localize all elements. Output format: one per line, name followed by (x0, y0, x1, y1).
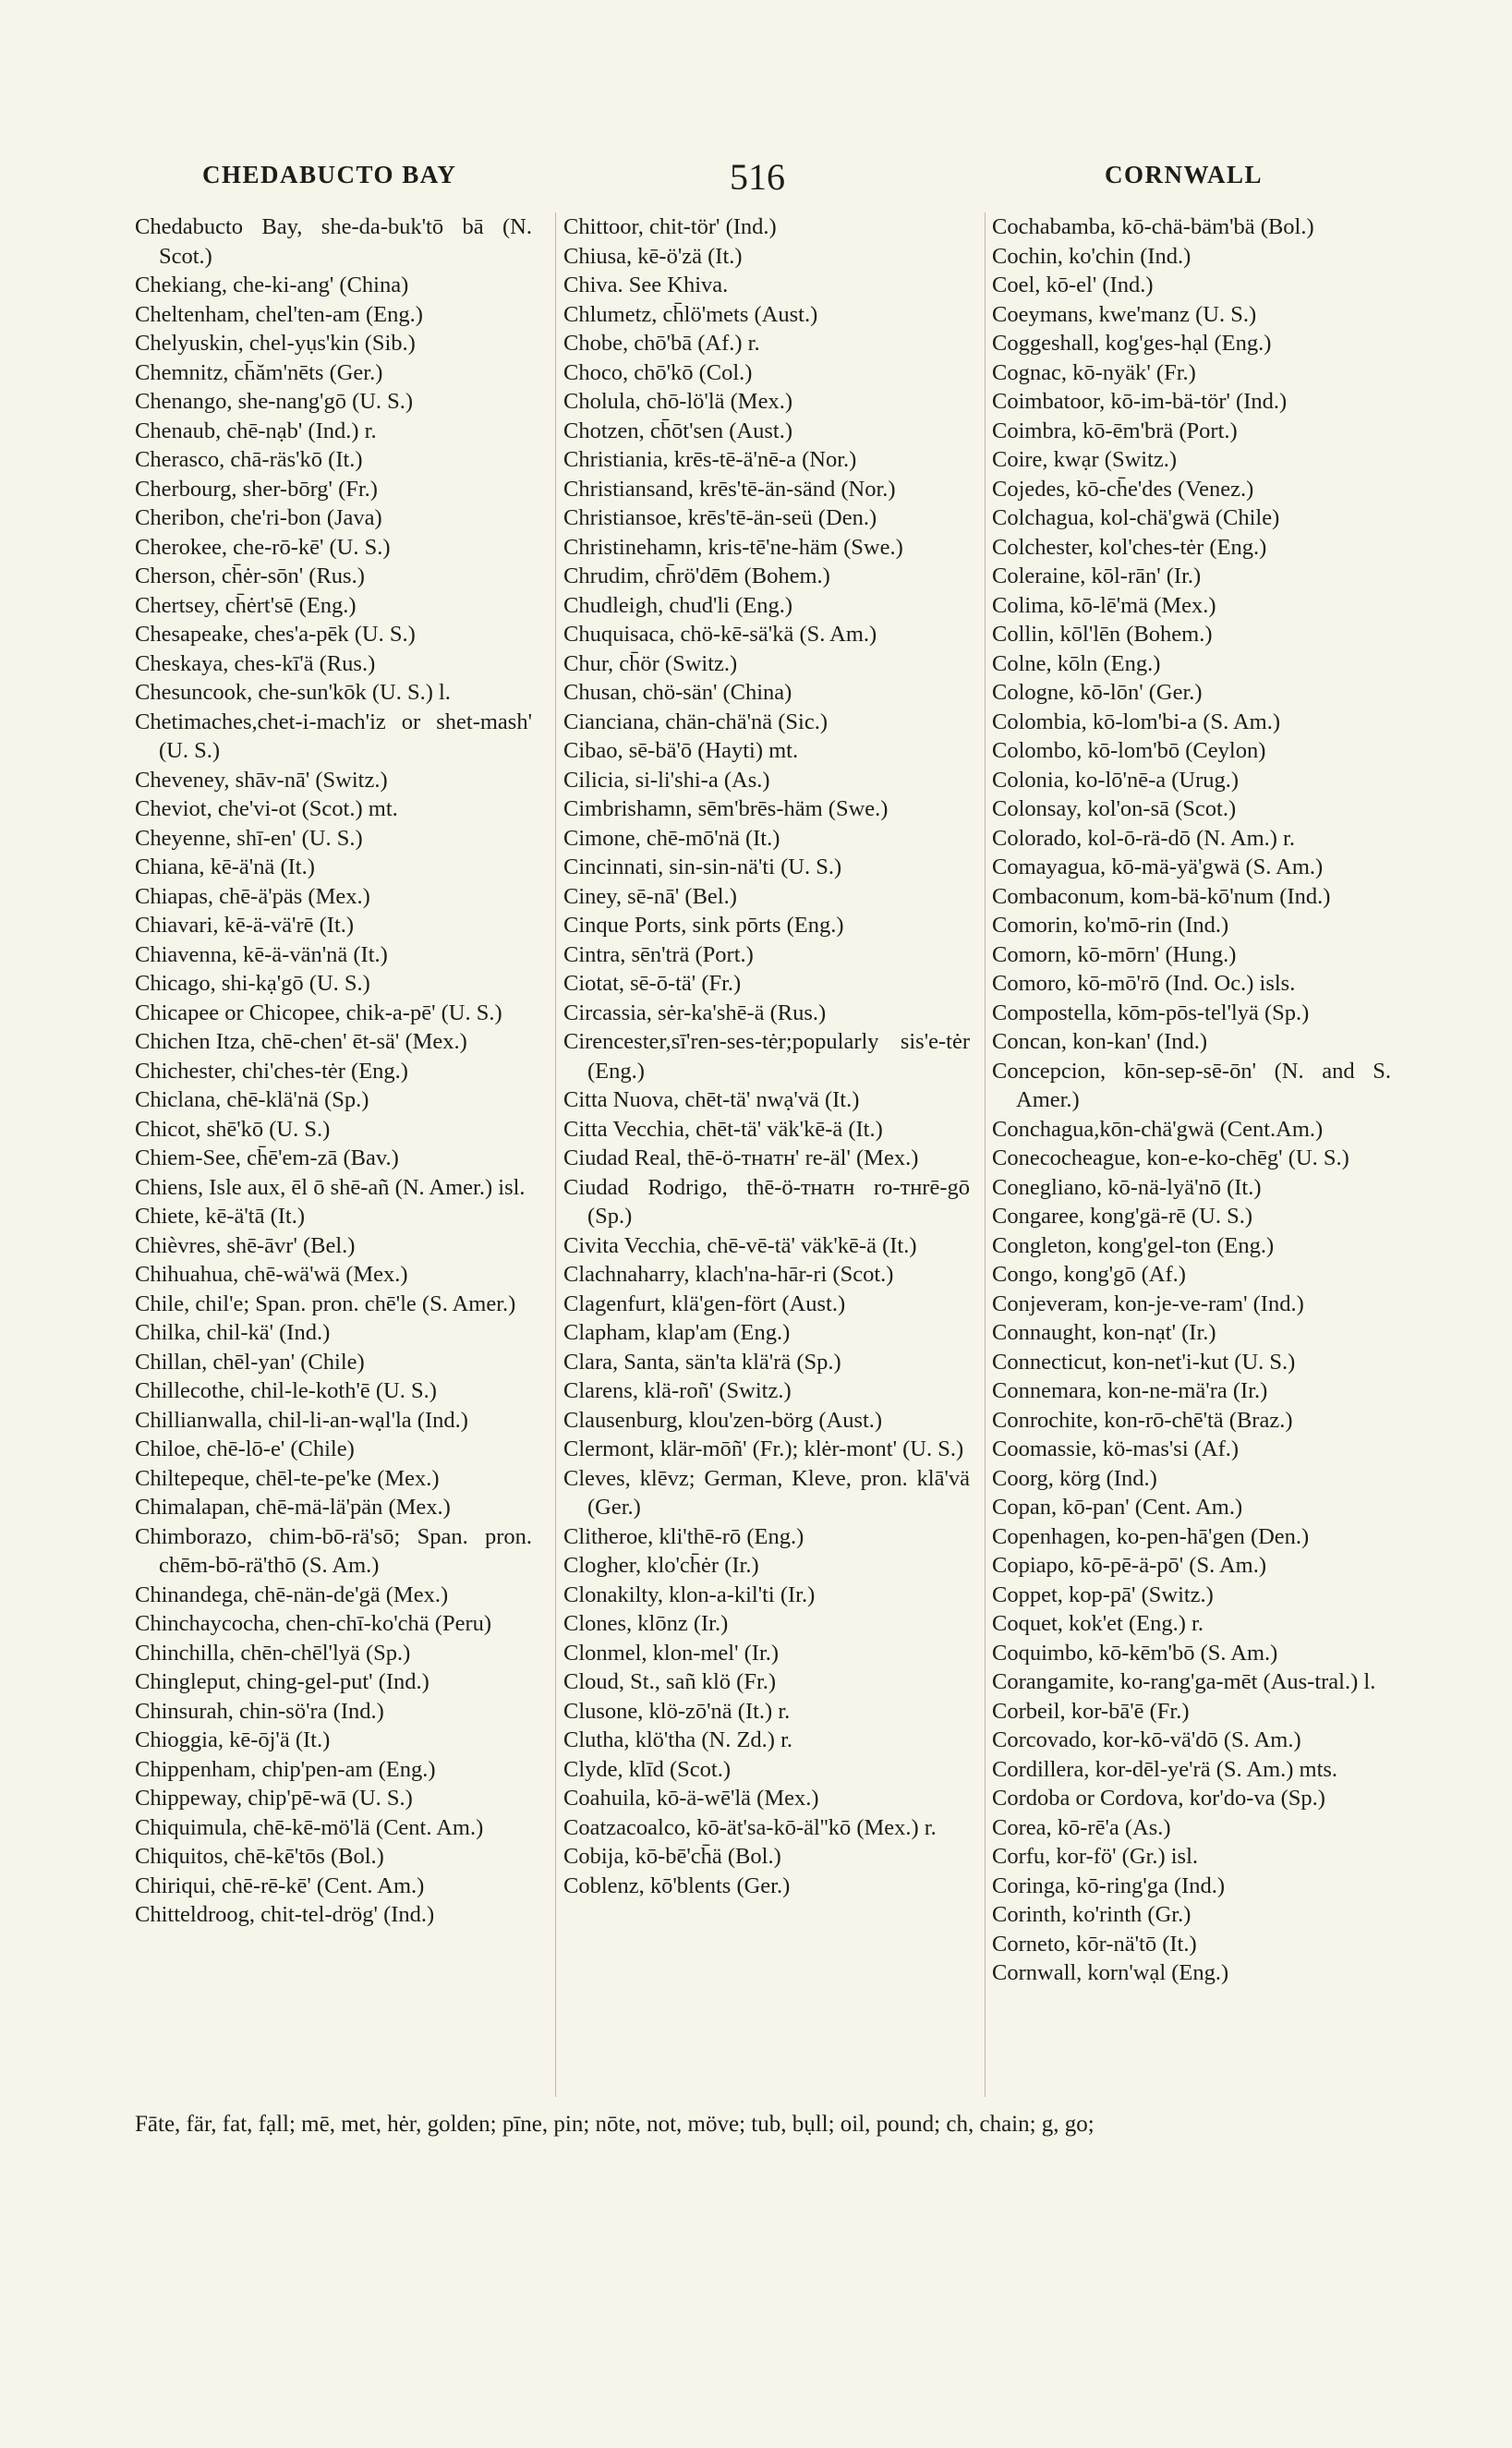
gazetteer-entry: Coggeshall, kog'ges-hạl (Eng.) (992, 331, 1272, 356)
gazetteer-entry: Clarens, klä-roñ' (Switz.) (563, 1378, 792, 1403)
gazetteer-entry: Cirencester,sī'ren-ses-tėr;popularly sis'e-tėr (Eng.) (563, 1029, 970, 1084)
gazetteer-entry: Chinchaycocha, chen-chī-ko'chä (Peru) (135, 1611, 492, 1636)
gazetteer-entry: Corneto, kōr-nä'tō (It.) (992, 1931, 1197, 1957)
gazetteer-entry: Circassia, sėr-ka'shē-ä (Rus.) (563, 1000, 827, 1025)
gazetteer-entry: Ciotat, sē-ō-tä' (Fr.) (563, 971, 742, 996)
gazetteer-entry: Chicot, shē'kō (U. S.) (135, 1116, 331, 1142)
gazetteer-entry: Cloud, St., sañ klö (Fr.) (563, 1669, 777, 1694)
gazetteer-entry: Cibao, sē-bä'ō (Hayti) mt. (563, 738, 799, 763)
gazetteer-entry: Corcovado, kor-kō-vä'dō (S. Am.) (992, 1727, 1301, 1752)
gazetteer-entry: Chillianwalla, chil-li-an-wạl'la (Ind.) (135, 1407, 468, 1433)
gazetteer-entry: Chudleigh, chud'li (Eng.) (563, 592, 793, 618)
gazetteer-entry: Clonmel, klon-mel' (Ir.) (563, 1640, 780, 1666)
gazetteer-entry: Chittoor, chit-tör' (Ind.) (563, 214, 777, 239)
gazetteer-entry: Cheltenham, chel'ten-am (Eng.) (135, 301, 423, 327)
gazetteer-entry: Chertsey, ch̄ėrt'sē (Eng.) (135, 592, 357, 618)
gazetteer-entry: Coringa, kō-ring'ga (Ind.) (992, 1872, 1226, 1898)
gazetteer-entry: Ciney, sē-nā' (Bel.) (563, 883, 737, 909)
gazetteer-entry: Clausenburg, klou'zen-börg (Aust.) (563, 1407, 883, 1433)
gazetteer-entry: Corangamite, ko-rang'ga-mēt (Aus-tral.) l. (992, 1669, 1376, 1694)
gazetteer-entry: Conchagua,kōn-chä'gwä (Cent.Am.) (992, 1116, 1324, 1142)
gazetteer-entry: Chiapas, chē-ä'päs (Mex.) (135, 883, 370, 909)
gazetteer-entry: Chinandega, chē-nän-de'gä (Mex.) (135, 1582, 449, 1607)
gazetteer-entry: Christinehamn, kris-tē'ne-häm (Swe.) (563, 534, 903, 560)
gazetteer-entry: Chusan, chö-sän' (China) (563, 680, 792, 705)
running-head-right: CORNWALL (1105, 161, 1264, 188)
gazetteer-entry: Coahuila, kō-ä-wē'lä (Mex.) (563, 1786, 819, 1811)
gazetteer-entry: Clones, klōnz (Ir.) (563, 1611, 729, 1636)
gazetteer-entry: Colombo, kō-lom'bō (Ceylon) (992, 738, 1266, 763)
gazetteer-entry: Chichen Itza, chē-chen' ēt-sä' (Mex.) (135, 1029, 467, 1054)
gazetteer-entry: Combaconum, kom-bä-kō'num (Ind.) (992, 883, 1331, 909)
gazetteer-entry: Connecticut, kon-net'i-kut (U. S.) (992, 1349, 1296, 1375)
gazetteer-entry: Chiltepeque, chēl-te-pe'ke (Mex.) (135, 1465, 440, 1491)
gazetteer-entry: Chur, ch̄ör (Switz.) (563, 650, 738, 676)
gazetteer-entry: Cherokee, che-rō-kē' (U. S.) (135, 534, 391, 560)
gazetteer-entry: Christiansand, krēs'tē-än-sänd (Nor.) (563, 476, 896, 502)
gazetteer-entry: Chemnitz, ch̄ăm'nēts (Ger.) (135, 359, 383, 385)
gazetteer-entry: Coel, kō-el' (Ind.) (992, 273, 1154, 297)
gazetteer-entry: Chile, chil'e; Span. pron. chē'le (S. Amer.) (135, 1291, 516, 1316)
gazetteer-entry: Coppet, kop-pā' (Switz.) (992, 1582, 1214, 1607)
gazetteer-entry: Ciudad Rodrigo, thē-ö-ᴛʜaᴛʜ ro-ᴛʜrē-gō (Sp.) (563, 1174, 970, 1229)
gazetteer-entry: Compostella, kōm-pōs-tel'lyä (Sp.) (992, 1000, 1310, 1025)
gazetteer-entry: Cherasco, chā-räs'kō (It.) (135, 447, 363, 472)
gazetteer-entry: Clutha, klö'tha (N. Zd.) r. (563, 1727, 793, 1752)
gazetteer-entry: Chlumetz, ch̄lö'mets (Aust.) (563, 301, 818, 327)
gazetteer-entry: Colchagua, kol-chä'gwä (Chile) (992, 505, 1280, 530)
gazetteer-entry: Cordillera, kor-dēl-ye'rä (S. Am.) mts. (992, 1756, 1338, 1782)
gazetteer-entry: Comayagua, kō-mä-yä'gwä (S. Am.) (992, 854, 1324, 879)
gazetteer-entry: Christiansoe, krēs'tē-än-seü (Den.) (563, 505, 877, 530)
gazetteer-entry: Conjeveram, kon-je-ve-ram' (Ind.) (992, 1291, 1304, 1316)
column-2 (563, 212, 970, 1900)
gazetteer-entry: Chingleput, ching-gel-put' (Ind.) (135, 1669, 429, 1694)
gazetteer-entry: Cincinnati, sin-sin-nä'ti (U. S.) (563, 854, 842, 879)
gazetteer-entry: Cordoba or Cordova, kor'do-va (Sp.) (992, 1786, 1325, 1811)
pronunciation-key-footer: Fāte, fär, fat, fạll; mē, met, hėr, golden; pīne, pin; nōte, not, möve; tub, bụll; oil, pound; ch, chain; g, go; (135, 2112, 1095, 2137)
gazetteer-entry: Coire, kwạr (Switz.) (992, 447, 1178, 472)
gazetteer-entry: Cheviot, che'vi-ot (Scot.) mt. (135, 796, 398, 821)
gazetteer-entry: Colombia, kō-lom'bi-a (S. Am.) (992, 709, 1281, 734)
gazetteer-entry: Coatzacoalco, kō-ät'sa-kō-äl''kō (Mex.) r. (563, 1814, 937, 1840)
gazetteer-entry: Comorin, ko'mō-rin (Ind.) (992, 913, 1229, 938)
column-1 (135, 212, 532, 1930)
gazetteer-entry: Concepcion, kōn-sep-sē-ōn' (N. and S. Amer.) (992, 1058, 1391, 1112)
gazetteer-entry: Clogher, klo'ch̄ėr (Ir.) (563, 1553, 759, 1578)
gazetteer-entry: Chillan, chēl-yan' (Chile) (135, 1349, 365, 1375)
gazetteer-entry: Copiapo, kō-pē-ä-pō' (S. Am.) (992, 1553, 1267, 1578)
gazetteer-entry: Cinque Ports, sink pōrts (Eng.) (563, 913, 844, 938)
gazetteer-entry: Colorado, kol-ō-rä-dō (N. Am.) r. (992, 825, 1295, 851)
gazetteer-entry: Colonia, ko-lō'nē-a (Urug.) (992, 767, 1240, 793)
gazetteer-entry: Chiclana, chē-klä'nä (Sp.) (135, 1087, 369, 1112)
gazetteer-entry: Chinchilla, chēn-chēl'lyä (Sp.) (135, 1640, 411, 1666)
gazetteer-entry: Chetimaches,chet-i-mach'iz or shet-mash' (U. S.) (135, 709, 532, 763)
gazetteer-entry: Chekiang, che-ki-ang' (China) (135, 273, 409, 297)
gazetteer-entry: Concan, kon-kan' (Ind.) (992, 1029, 1208, 1054)
gazetteer-entry: Congo, kong'gō (Af.) (992, 1262, 1186, 1287)
gazetteer-entry: Chiriqui, chē-rē-kē' (Cent. Am.) (135, 1872, 425, 1898)
gazetteer-entry: Cornwall, korn'wạl (Eng.) (992, 1960, 1229, 1985)
gazetteer-entry: Coleraine, kōl-rān' (Ir.) (992, 564, 1202, 588)
gazetteer-entry: Corea, kō-rē'a (As.) (992, 1814, 1171, 1840)
gazetteer-entry: Chinsurah, chin-sö'ra (Ind.) (135, 1698, 384, 1724)
gazetteer-entry: Christiania, krēs-tē-ä'nē-a (Nor.) (563, 447, 857, 472)
gazetteer-entry: Colchester, kol'ches-tėr (Eng.) (992, 534, 1267, 560)
gazetteer-entry: Clapham, klap'am (Eng.) (563, 1320, 791, 1345)
gazetteer-entry: Citta Vecchia, chēt-tä' väk'kē-ä (It.) (563, 1116, 883, 1142)
page-header (0, 155, 1512, 201)
gazetteer-entry: Cochin, ko'chin (Ind.) (992, 243, 1191, 269)
gazetteer-entry: Coorg, körg (Ind.) (992, 1465, 1157, 1491)
gazetteer-entry: Corbeil, kor-bā'ē (Fr.) (992, 1698, 1190, 1724)
gazetteer-entry: Chicapee or Chicopee, chik-a-pē' (U. S.) (135, 1000, 502, 1025)
gazetteer-entry: Cimbrishamn, sēm'brēs-häm (Swe.) (563, 796, 889, 821)
gazetteer-entry: Coimbatoor, kō-im-bä-tör' (Ind.) (992, 389, 1288, 414)
gazetteer-entry: Cochabamba, kō-chä-bäm'bä (Bol.) (992, 214, 1314, 239)
gazetteer-entry: Chitteldroog, chit-tel-drög' (Ind.) (135, 1902, 435, 1927)
gazetteer-entry: Cimone, chē-mō'nä (It.) (563, 825, 780, 851)
gazetteer-entry: Comorn, kō-mōrn' (Hung.) (992, 941, 1237, 967)
gazetteer-entry: Chiana, kē-ä'nä (It.) (135, 854, 315, 879)
gazetteer-entry: Clyde, klīd (Scot.) (563, 1756, 732, 1782)
gazetteer-entry: Chiete, kē-ä'tā (It.) (135, 1204, 305, 1229)
gazetteer-entry: Coeymans, kwe'manz (U. S.) (992, 301, 1257, 327)
gazetteer-entry: Coquet, kok'et (Eng.) r. (992, 1611, 1204, 1636)
gazetteer-entry: Conrochite, kon-rō-chē'tä (Braz.) (992, 1407, 1293, 1433)
gazetteer-entry: Cheskaya, ches-kī'ä (Rus.) (135, 650, 376, 676)
gazetteer-entry: Chobe, chō'bā (Af.) r. (563, 331, 760, 356)
gazetteer-entry: Chiens, Isle aux, ēl ō shē-añ (N. Amer.) isl. (135, 1174, 526, 1200)
gazetteer-entry: Chillecothe, chil-le-koth'ē (U. S.) (135, 1378, 437, 1403)
gazetteer-entry: Cilicia, si-li'shi-a (As.) (563, 767, 770, 793)
gazetteer-entry: Cherbourg, sher-bōrg' (Fr.) (135, 476, 378, 502)
gazetteer-entry: Connemara, kon-ne-mä'ra (Ir.) (992, 1378, 1268, 1403)
gazetteer-entry: Cleves, klēvz; German, Kleve, pron. klā'vä (Ger.) (563, 1465, 970, 1520)
gazetteer-entry: Chiva. See Khiva. (563, 273, 729, 297)
gazetteer-entry: Collin, kōl'lēn (Bohem.) (992, 622, 1213, 647)
gazetteer-entry: Copan, kō-pan' (Cent. Am.) (992, 1495, 1243, 1520)
gazetteer-entry: Chelyuskin, chel-yụs'kin (Sib.) (135, 331, 416, 356)
gazetteer-entry: Civita Vecchia, chē-vē-tä' väk'kē-ä (It.) (563, 1232, 917, 1258)
gazetteer-entry: Chilka, chil-kä' (Ind.) (135, 1320, 331, 1345)
gazetteer-entry: Clagenfurt, klä'gen-fört (Aust.) (563, 1291, 846, 1316)
gazetteer-entry: Connaught, kon-nạt' (Ir.) (992, 1320, 1216, 1345)
gazetteer-entry: Chippeway, chip'pē-wā (U. S.) (135, 1786, 413, 1811)
gazetteer-entry: Clusone, klö-zō'nä (It.) r. (563, 1698, 791, 1724)
gazetteer-entry: Clermont, klär-mōñ' (Fr.); klėr-mont' (U. S.) (563, 1436, 964, 1461)
gazetteer-entry: Chiquitos, chē-kē'tōs (Bol.) (135, 1844, 384, 1869)
gazetteer-entry: Corfu, kor-fö' (Gr.) isl. (992, 1844, 1199, 1869)
gazetteer-columns (135, 212, 1391, 2106)
gazetteer-entry: Ciudad Real, thē-ö-ᴛʜaᴛʜ' re-äl' (Mex.) (563, 1145, 919, 1170)
gazetteer-entry: Comoro, kō-mō'rō (Ind. Oc.) isls. (992, 971, 1296, 996)
page-number: 516 (730, 156, 785, 198)
gazetteer-entry: Clachnaharry, klach'na-hār-ri (Scot.) (563, 1262, 894, 1287)
gazetteer-entry: Chiusa, kē-ö'zä (It.) (563, 243, 743, 269)
gazetteer-entry: Coquimbo, kō-kēm'bō (S. Am.) (992, 1640, 1278, 1666)
gazetteer-entry: Cintra, sēn'trä (Port.) (563, 941, 754, 967)
gazetteer-entry: Coblenz, kō'blents (Ger.) (563, 1872, 791, 1898)
gazetteer-entry: Choco, chō'kō (Col.) (563, 359, 753, 385)
gazetteer-entry: Cognac, kō-nyäk' (Fr.) (992, 359, 1196, 385)
gazetteer-entry: Cherson, ch̄ėr-sōn' (Rus.) (135, 564, 365, 588)
gazetteer-entry: Cholula, chō-lö'lä (Mex.) (563, 389, 792, 414)
gazetteer-entry: Citta Nuova, chēt-tä' nwạ'vä (It.) (563, 1087, 860, 1112)
gazetteer-entry: Cheribon, che'ri-bon (Java) (135, 505, 382, 530)
gazetteer-entry: Chotzen, ch̄ōt'sen (Aust.) (563, 418, 793, 443)
column-3 (992, 212, 1391, 1988)
gazetteer-entry: Chesuncook, che-sun'kōk (U. S.) l. (135, 680, 451, 705)
gazetteer-entry: Chiloe, chē-lō-e' (Chile) (135, 1436, 355, 1461)
gazetteer-entry: Chioggia, kē-ōj'ä (It.) (135, 1727, 331, 1752)
gazetteer-entry: Chiavari, kē-ä-vä'rē (It.) (135, 913, 355, 938)
gazetteer-entry: Colne, kōln (Eng.) (992, 650, 1161, 676)
gazetteer-entry: Conegliano, kō-nä-lyä'nō (It.) (992, 1174, 1262, 1200)
gazetteer-entry: Chrudim, ch̄rö'dēm (Bohem.) (563, 564, 830, 588)
gazetteer-entry: Chimalapan, chē-mä-lä'pän (Mex.) (135, 1495, 451, 1520)
gazetteer-entry: Chiquimula, chē-kē-mö'lä (Cent. Am.) (135, 1814, 484, 1840)
gazetteer-entry: Chedabucto Bay, she-da-buk'tō bā (N. Scot.) (135, 214, 532, 269)
gazetteer-entry: Clara, Santa, sän'ta klä'rä (Sp.) (563, 1349, 841, 1375)
gazetteer-entry: Congaree, kong'gä-rē (U. S.) (992, 1204, 1252, 1229)
gazetteer-entry: Chihuahua, chē-wä'wä (Mex.) (135, 1262, 408, 1287)
gazetteer-entry: Chuquisaca, chö-kē-sä'kä (S. Am.) (563, 622, 877, 647)
gazetteer-entry: Chicago, shi-kạ'gō (U. S.) (135, 971, 370, 996)
gazetteer-entry: Colima, kō-lē'mä (Mex.) (992, 592, 1216, 618)
gazetteer-entry: Clonakilty, klon-a-kil'ti (Ir.) (563, 1582, 816, 1607)
gazetteer-entry: Cojedes, kō-ch̄e'des (Venez.) (992, 476, 1254, 502)
gazetteer-entry: Clitheroe, kli'thē-rō (Eng.) (563, 1523, 804, 1549)
gazetteer-entry: Chichester, chi'ches-tėr (Eng.) (135, 1058, 408, 1084)
gazetteer-entry: Chièvres, shē-āvr' (Bel.) (135, 1232, 356, 1258)
gazetteer-entry: Cobija, kō-bē'ch̄ä (Bol.) (563, 1844, 781, 1869)
gazetteer-entry: Chenango, she-nang'gō (U. S.) (135, 389, 414, 414)
gazetteer-entry: Colonsay, kol'on-sā (Scot.) (992, 796, 1237, 821)
gazetteer-entry: Copenhagen, ko-pen-hā'gen (Den.) (992, 1523, 1310, 1549)
gazetteer-entry: Cheveney, shāv-nā' (Switz.) (135, 767, 388, 793)
gazetteer-entry: Chenaub, chē-nạb' (Ind.) r. (135, 418, 377, 443)
gazetteer-entry: Coomassie, kö-mas'si (Af.) (992, 1436, 1240, 1461)
running-head-left: CHEDABUCTO BAY (202, 161, 457, 188)
gazetteer-entry: Chesapeake, ches'a-pēk (U. S.) (135, 622, 416, 647)
gazetteer-entry: Cianciana, chän-chä'nä (Sic.) (563, 709, 829, 734)
gazetteer-entry: Chiavenna, kē-ä-vän'nä (It.) (135, 941, 388, 967)
gazetteer-entry: Coimbra, kō-ēm'brä (Port.) (992, 418, 1238, 443)
gazetteer-entry: Cheyenne, shī-en' (U. S.) (135, 825, 363, 851)
gazetteer-entry: Chippenham, chip'pen-am (Eng.) (135, 1756, 436, 1782)
gazetteer-entry: Chiem-See, ch̄ē'em-zā (Bav.) (135, 1145, 399, 1170)
gazetteer-entry: Cologne, kō-lōn' (Ger.) (992, 680, 1203, 705)
gazetteer-entry: Congleton, kong'gel-ton (Eng.) (992, 1232, 1275, 1258)
gazetteer-entry: Chimborazo, chim-bō-rä'sō; Span. pron. chēm-bō-rä'thō (S. Am.) (135, 1523, 532, 1578)
gazetteer-entry: Corinth, ko'rinth (Gr.) (992, 1902, 1191, 1927)
gazetteer-entry: Conecocheague, kon-e-ko-chēg' (U. S.) (992, 1145, 1349, 1170)
